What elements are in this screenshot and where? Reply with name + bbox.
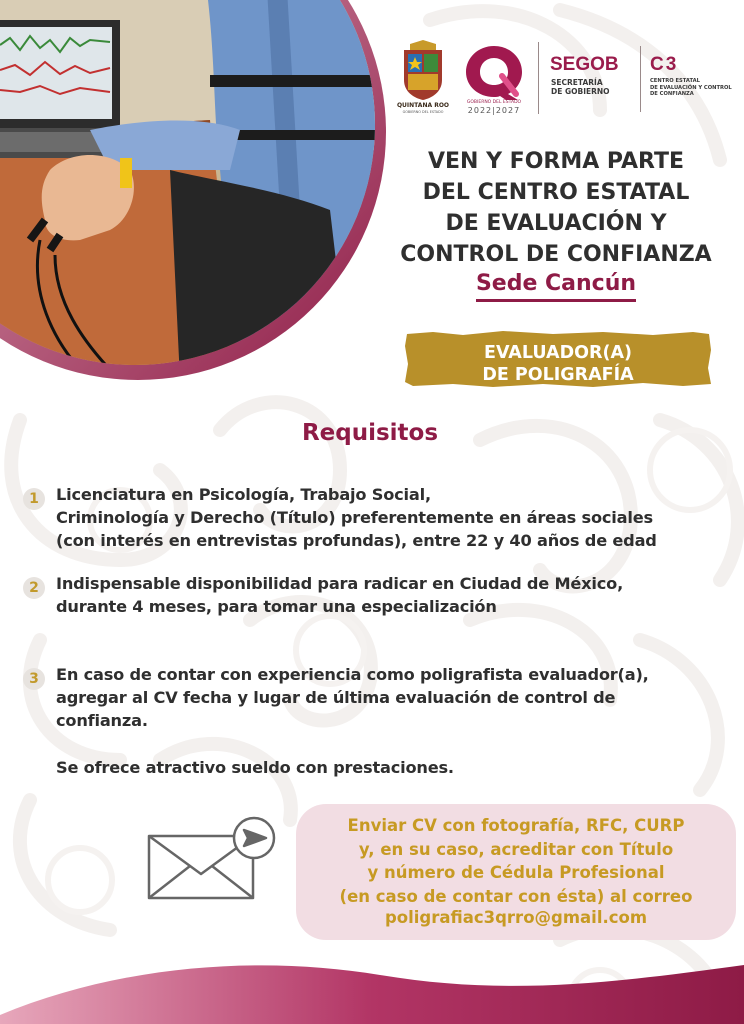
- segob-logo-text: SEGOB: [550, 54, 619, 75]
- q-caption: GOBIERNO DEL ESTADO: [466, 100, 522, 105]
- requirement-line: (con interés en entrevistas profundas), entre 22 y 40 años de edad: [56, 531, 657, 550]
- contact-line: y número de Cédula Profesional: [367, 863, 665, 882]
- logo-divider: [538, 42, 539, 114]
- c3-sub-line: DE EVALUACIÓN Y CONTROL: [650, 84, 732, 91]
- item-number-2: 2: [23, 577, 45, 599]
- item-number-3: 3: [23, 668, 45, 690]
- headline-line: DEL CENTRO ESTATAL: [422, 180, 690, 205]
- offer-text: Se ofrece atractivo sueldo con prestaciones.: [56, 758, 454, 777]
- requirement-item-1: [56, 483, 726, 552]
- headline-line: VEN Y FORMA PARTE: [427, 149, 685, 174]
- segob-sub-line: DE GOBIERNO: [551, 87, 610, 96]
- c3-sub-line: CENTRO ESTATAL: [650, 78, 700, 84]
- logo-bar: [398, 40, 738, 120]
- position-banner: [403, 330, 713, 388]
- contact-line: y, en su caso, acreditar con Título: [358, 839, 674, 859]
- requirement-line: Criminología y Derecho (Título) preferentemente en áreas sociales: [56, 508, 653, 527]
- segob-sub-line: SECRETARÍA: [551, 78, 603, 87]
- bottom-wave: [0, 955, 744, 1024]
- q-government-logo: [458, 42, 530, 102]
- quintana-roo-sub: GOBIERNO DEL ESTADO: [402, 110, 444, 114]
- quintana-roo-coat-of-arms: [398, 40, 448, 118]
- banner-line: EVALUADOR(A): [483, 343, 632, 363]
- contact-instructions: [296, 814, 736, 908]
- requirement-item-3: [56, 663, 726, 732]
- requirement-line: Licenciatura en Psicología, Trabajo Social,: [56, 485, 431, 504]
- c3-subtitle: [650, 78, 740, 98]
- headline-line: CONTROL DE CONFIANZA: [400, 242, 712, 267]
- requirement-line: En caso de contar con experiencia como poligrafista evaluador(a),: [56, 665, 649, 684]
- polygraph-photo: [0, 0, 390, 380]
- headline-line: DE EVALUACIÓN Y: [445, 211, 667, 236]
- logo-divider: [640, 46, 641, 112]
- contact-line: Enviar CV con fotografía, RFC, CURP: [347, 816, 685, 835]
- requirement-line: Indispensable disponibilidad para radicar en Ciudad de México,: [56, 574, 624, 593]
- item-number-1: 1: [23, 488, 45, 510]
- c3-logo-text: C3: [650, 54, 679, 75]
- banner-text: [403, 342, 713, 386]
- quintana-roo-label: QUINTANA ROO: [396, 102, 450, 109]
- requirement-line: durante 4 meses, para tomar una especialización: [56, 597, 497, 616]
- contact-line: (en caso de contar con ésta) al correo: [339, 886, 693, 906]
- banner-line: DE POLIGRAFÍA: [482, 365, 634, 385]
- segob-subtitle: [551, 78, 610, 96]
- contact-email-link[interactable]: poligrafiac3qrro@gmail.com: [384, 908, 648, 927]
- requirement-line: confianza.: [56, 711, 148, 730]
- envelope-send-icon: [146, 816, 280, 902]
- requisitos-title: Requisitos: [301, 420, 439, 446]
- sede-cancun: Sede Cancún: [476, 271, 636, 302]
- q-years: 2022|2027: [467, 106, 521, 115]
- headline: [378, 146, 734, 302]
- requirement-item-2: [56, 572, 726, 618]
- requirement-line: agregar al CV fecha y lugar de última evaluación de control de: [56, 688, 616, 707]
- c3-sub-line: DE CONFIANZA: [650, 91, 694, 97]
